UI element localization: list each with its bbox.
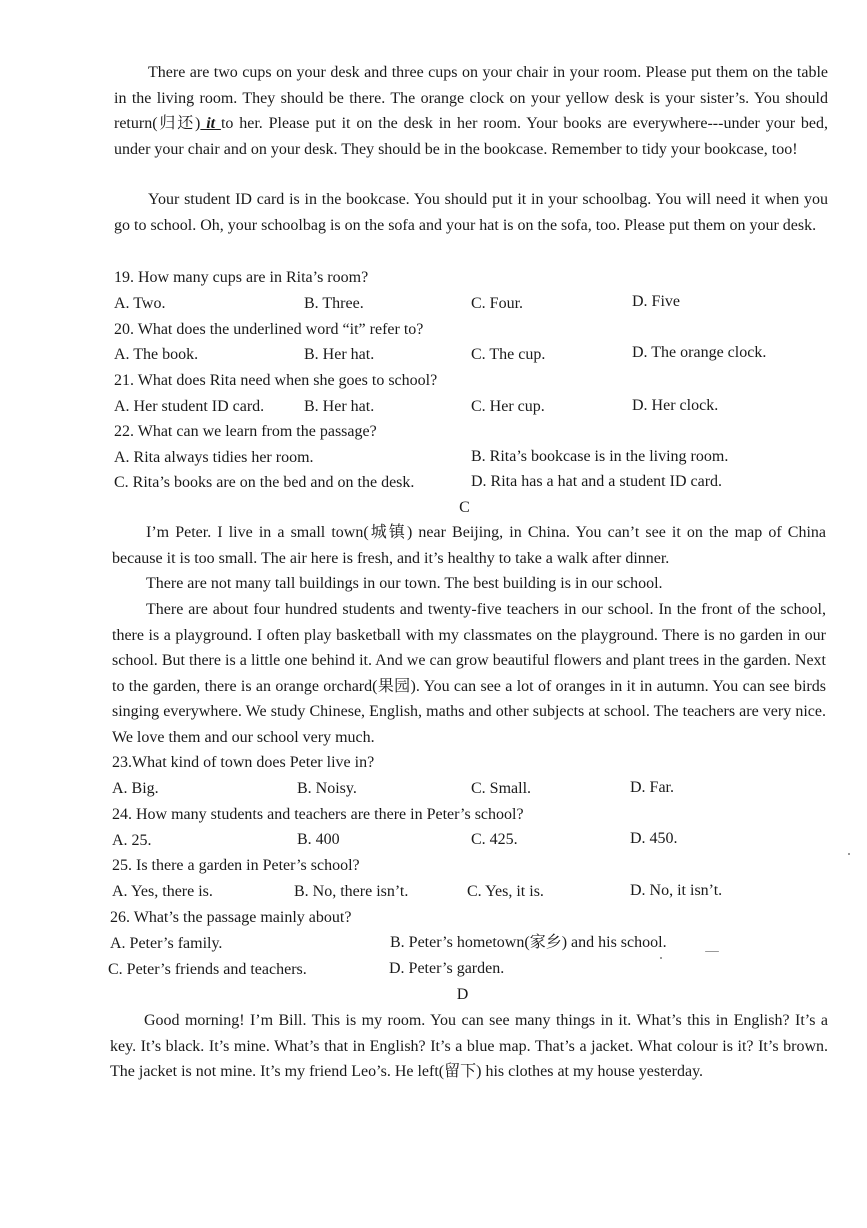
option-25-c: C. Yes, it is. <box>467 883 544 900</box>
option-25-a: A. Yes, there is. <box>112 883 213 900</box>
option-19-a: A. Two. <box>114 295 166 312</box>
option-21-c: C. Her cup. <box>471 398 545 415</box>
option-21-b: B. Her hat. <box>304 398 375 415</box>
scan-speck <box>848 853 850 855</box>
passage-c-paragraph-3: There are about four hundred students and twenty-five teachers in our school. In the front of the school, there is a playground. I often play basketball with my classmates on the playground. There is no garden in our school. But there is a little one behind it. And we can grow beautiful flowers and plant trees in the garden. Next to the garden, there is an orange orchard(果园). You can see a lot of oranges in it in autumn. You can see birds singing everywhere. We study Chinese, English, maths and other subjects at school. The teachers are very nice. We love them and our school very much. <box>112 601 826 746</box>
option-26-d: D. Peter’s garden. <box>389 960 505 977</box>
question-21: 21. What does Rita need when she goes to school? <box>114 372 438 389</box>
question-23: 23.What kind of town does Peter live in? <box>112 754 375 771</box>
option-22-b: B. Rita’s bookcase is in the living room. <box>471 448 729 465</box>
option-19-c: C. Four. <box>471 295 524 312</box>
question-20: 20. What does the underlined word “it” refer to? <box>114 321 424 338</box>
passage-d-paragraph-1: Good morning! I’m Bill. This is my room. You can see many things in it. What’s this in English? It’s a key. It’s black. It’s mine. What’s that in English? It’s a blue map. That’s a jacket. What colour is it? It’s brown. The jacket is not mine. It’s my friend Leo’s. He left(留下) his clothes at my house yesterday. <box>110 1012 828 1080</box>
option-21-d: D. Her clock. <box>632 397 719 414</box>
option-24-b: B. 400 <box>297 831 340 848</box>
option-26-b: B. Peter’s hometown(家乡) and his school. <box>390 934 667 951</box>
passage-c-paragraph-2: There are not many tall buildings in our town. The best building is in our school. <box>146 575 663 592</box>
option-23-d: D. Far. <box>630 779 674 796</box>
question-26: 26. What’s the passage mainly about? <box>110 909 352 926</box>
option-20-b: B. Her hat. <box>304 346 375 363</box>
option-19-d: D. Five <box>632 293 680 310</box>
option-24-a: A. 25. <box>112 832 152 849</box>
option-22-c: C. Rita’s books are on the bed and on the desk. <box>114 474 415 491</box>
scan-speck <box>660 957 662 959</box>
option-24-d: D. 450. <box>630 830 678 847</box>
option-24-c: C. 425. <box>471 831 518 848</box>
option-19-b: B. Three. <box>304 295 364 312</box>
option-26-a: A. Peter’s family. <box>110 935 223 952</box>
option-20-c: C. The cup. <box>471 346 546 363</box>
option-20-a: A. The book. <box>114 346 199 363</box>
option-26-c: C. Peter’s friends and teachers. <box>108 961 307 978</box>
underlined-it: it <box>200 115 221 132</box>
section-d-heading: D <box>456 986 469 1003</box>
passage-b-paragraph-1: There are two cups on your desk and three cups on your chair in your room. Please put them on the table in the living room. They should be there. The orange clock on your yellow desk is your sister’s. You should return(归还) it to her. Please put it on the desk in her room. Your books are everywhere---under your bed, under your chair and on your desk. They should be in the bookcase. Remember to tidy your bookcase, too! <box>114 64 828 158</box>
question-19: 19. How many cups are in Rita’s room? <box>114 269 369 286</box>
passage-b-paragraph-2: Your student ID card is in the bookcase. You should put it in your schoolbag. You will need it when you go to school. Oh, your schoolbag is on the sofa and your hat is on the sofa, too. Please put them on your desk. <box>114 191 828 234</box>
option-23-a: A. Big. <box>112 780 159 797</box>
scan-speck <box>705 951 719 952</box>
question-22: 22. What can we learn from the passage? <box>114 423 377 440</box>
option-22-d: D. Rita has a hat and a student ID card. <box>471 473 723 490</box>
question-25: 25. Is there a garden in Peter’s school? <box>112 857 360 874</box>
passage-c-paragraph-1: I’m Peter. I live in a small town(城镇) near Beijing, in China. You can’t see it on the map of China because it is too small. The air here is fresh, and it’s healthy to take a walk after dinner. <box>112 524 826 567</box>
option-25-d: D. No, it isn’t. <box>630 882 723 899</box>
option-25-b: B. No, there isn’t. <box>294 883 409 900</box>
option-21-a: A. Her student ID card. <box>114 398 265 415</box>
option-23-c: C. Small. <box>471 780 532 797</box>
section-c-heading: C <box>459 499 470 516</box>
option-22-a: A. Rita always tidies her room. <box>114 449 314 466</box>
option-20-d: D. The orange clock. <box>632 344 767 361</box>
question-24: 24. How many students and teachers are there in Peter’s school? <box>112 806 524 823</box>
option-23-b: B. Noisy. <box>297 780 357 797</box>
